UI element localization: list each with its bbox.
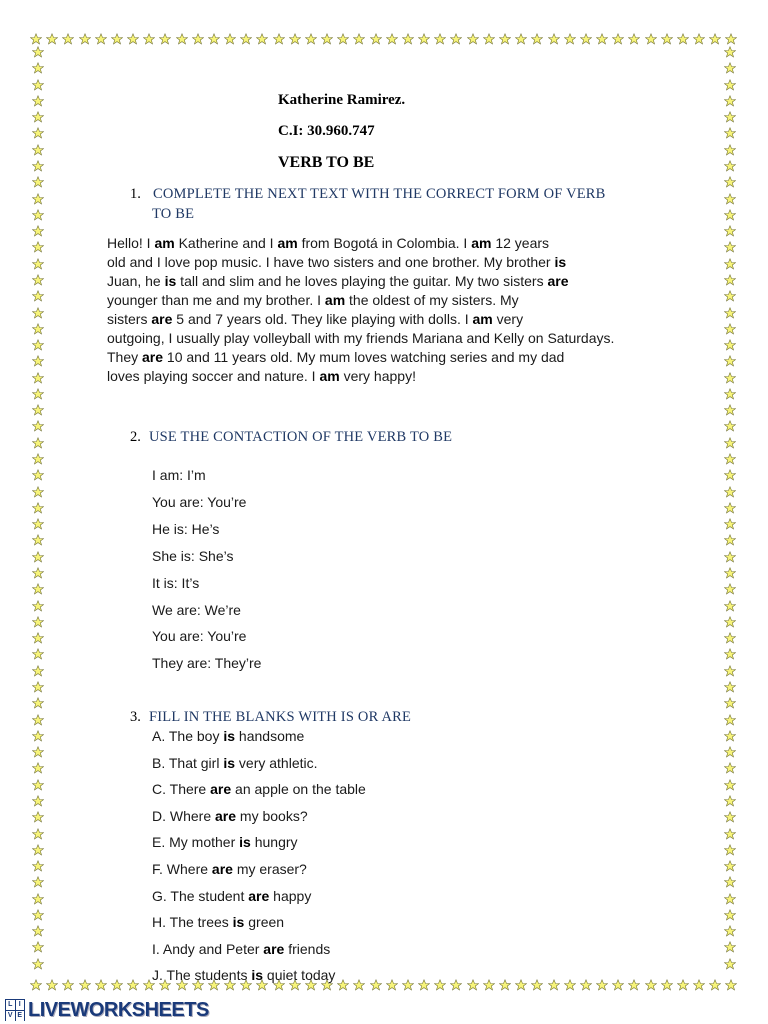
star-icon	[32, 665, 44, 677]
star-icon	[32, 681, 44, 693]
star-icon	[46, 33, 58, 45]
star-icon	[386, 33, 398, 45]
star-icon	[467, 979, 479, 991]
verb-answer: is	[251, 967, 264, 984]
star-icon	[724, 241, 736, 253]
star-icon	[32, 241, 44, 253]
star-icon	[612, 33, 624, 45]
star-icon	[724, 323, 736, 335]
star-icon	[32, 372, 44, 384]
star-icon	[418, 33, 430, 45]
star-icon	[143, 33, 155, 45]
star-icon	[32, 714, 44, 726]
star-icon	[724, 551, 736, 563]
star-icon	[32, 127, 44, 139]
star-icon	[709, 979, 721, 991]
star-icon	[724, 648, 736, 660]
star-icon	[32, 567, 44, 579]
star-icon	[725, 979, 737, 991]
star-icon	[515, 33, 527, 45]
star-icon	[159, 33, 171, 45]
star-icon	[208, 33, 220, 45]
star-icon	[580, 979, 592, 991]
line-text: D. Where	[152, 807, 216, 824]
star-icon	[499, 33, 511, 45]
star-icon	[32, 958, 44, 970]
star-icon	[32, 486, 44, 498]
star-icon	[724, 486, 736, 498]
star-icon	[30, 979, 42, 991]
star-icon	[724, 534, 736, 546]
star-icon	[32, 323, 44, 335]
star-icon	[337, 33, 349, 45]
star-icon	[724, 811, 736, 823]
star-icon	[337, 979, 349, 991]
star-icon	[353, 979, 365, 991]
line-text: very athletic.	[235, 754, 318, 771]
star-icon	[724, 909, 736, 921]
star-icon	[645, 33, 657, 45]
star-icon	[32, 437, 44, 449]
star-icon	[95, 33, 107, 45]
line-text: very	[492, 311, 524, 327]
line-text: my books?	[236, 807, 308, 824]
line-text: A. The boy	[152, 728, 224, 744]
star-border-left	[30, 46, 46, 970]
star-icon	[724, 111, 736, 123]
verb-answer: are	[151, 311, 173, 327]
star-icon	[32, 339, 44, 351]
verb-answer: is	[164, 273, 177, 289]
star-icon	[402, 979, 414, 991]
star-icon	[499, 979, 511, 991]
star-icon	[370, 33, 382, 45]
star-icon	[724, 95, 736, 107]
star-icon	[32, 404, 44, 416]
star-icon	[62, 33, 74, 45]
star-icon	[724, 209, 736, 221]
star-icon	[724, 225, 736, 237]
star-icon	[32, 844, 44, 856]
star-icon	[645, 979, 657, 991]
star-icon	[724, 714, 736, 726]
star-icon	[32, 583, 44, 595]
star-icon	[32, 925, 44, 937]
verb-answer: are	[215, 807, 237, 824]
line-text: I. Andy and Peter	[152, 940, 264, 957]
star-icon	[32, 469, 44, 481]
star-icon	[32, 746, 44, 758]
star-icon	[32, 176, 44, 188]
star-icon	[724, 62, 736, 74]
star-icon	[127, 979, 139, 991]
paragraph-line	[107, 368, 416, 384]
line-text: happy	[269, 887, 312, 904]
star-icon	[661, 979, 673, 991]
star-icon	[32, 209, 44, 221]
star-icon	[32, 518, 44, 530]
star-icon	[724, 730, 736, 742]
logo-letter: L	[6, 1000, 15, 1010]
line-text: sisters	[107, 311, 152, 327]
line-text: Katherine and I	[174, 235, 278, 251]
star-icon	[240, 33, 252, 45]
fill-blank-item	[152, 967, 335, 983]
line-text: 12 years	[491, 235, 550, 251]
star-icon	[724, 258, 736, 270]
contraction-item: We are: We’re	[152, 601, 241, 618]
star-icon	[32, 79, 44, 91]
paragraph-line	[107, 330, 614, 346]
star-icon	[548, 33, 560, 45]
verb-answer: are	[248, 887, 270, 904]
star-icon	[305, 33, 317, 45]
star-icon	[724, 876, 736, 888]
section2-title: USE THE CONTACTION OF THE VERB TO BE	[149, 429, 453, 445]
star-icon	[32, 697, 44, 709]
contraction-item: You are: You’re	[152, 628, 247, 645]
star-icon	[677, 979, 689, 991]
star-icon	[111, 33, 123, 45]
paragraph-line	[107, 311, 523, 327]
contraction-item: He is: He’s	[152, 520, 220, 537]
star-icon	[418, 979, 430, 991]
star-icon	[580, 33, 592, 45]
line-text: old and I love pop music. I have two sisters and one brother. My brother	[107, 254, 555, 270]
contraction-item: They are: They’re	[152, 655, 262, 672]
star-icon	[32, 111, 44, 123]
section1-title-cont: TO BE	[152, 206, 195, 222]
star-icon	[467, 33, 479, 45]
fill-blank-item	[152, 888, 311, 904]
star-icon	[95, 979, 107, 991]
star-icon	[32, 274, 44, 286]
star-icon	[32, 160, 44, 172]
star-icon	[32, 502, 44, 514]
line-text: They	[107, 349, 143, 365]
section1-number: 1.	[130, 186, 141, 202]
line-text: 10 and 11 years old. My mum loves watching series and my dad	[163, 349, 565, 365]
line-text: very happy!	[339, 368, 416, 384]
star-icon	[724, 437, 736, 449]
star-icon	[628, 33, 640, 45]
verb-answer: is	[223, 728, 236, 744]
star-border-bottom	[30, 977, 738, 993]
star-icon	[724, 176, 736, 188]
star-icon	[32, 632, 44, 644]
verb-answer: are	[263, 940, 285, 957]
star-icon	[32, 453, 44, 465]
paragraph-line	[107, 349, 564, 365]
line-text: Hello! I	[107, 235, 155, 251]
star-icon	[725, 33, 737, 45]
star-icon	[32, 355, 44, 367]
star-icon	[693, 33, 705, 45]
star-icon	[32, 762, 44, 774]
star-icon	[32, 779, 44, 791]
liveworksheets-logo	[5, 998, 209, 1022]
star-icon	[724, 893, 736, 905]
logo-letter: I	[16, 1000, 25, 1010]
star-icon	[724, 355, 736, 367]
star-icon	[724, 274, 736, 286]
verb-answer: are	[210, 781, 232, 798]
line-text: younger than me and my brother. I	[107, 292, 325, 308]
line-text: the oldest of my sisters. My	[345, 292, 519, 308]
star-border-right	[722, 46, 738, 970]
star-icon	[32, 62, 44, 74]
star-icon	[289, 33, 301, 45]
verb-answer: am	[277, 235, 298, 251]
star-icon	[628, 979, 640, 991]
star-icon	[353, 33, 365, 45]
star-icon	[531, 979, 543, 991]
fill-blank-item	[152, 861, 307, 877]
verb-answer: am	[472, 311, 493, 327]
star-icon	[724, 160, 736, 172]
star-icon	[531, 33, 543, 45]
star-icon	[32, 893, 44, 905]
star-icon	[32, 144, 44, 156]
star-icon	[612, 979, 624, 991]
paragraph-line	[107, 235, 549, 251]
star-icon	[434, 979, 446, 991]
star-icon	[724, 746, 736, 758]
star-icon	[32, 909, 44, 921]
star-icon	[32, 941, 44, 953]
student-name: Katherine Ramirez.	[278, 92, 406, 108]
student-id: C.I: 30.960.747	[278, 123, 375, 139]
line-text: friends	[284, 940, 331, 957]
star-icon	[724, 79, 736, 91]
star-icon	[677, 33, 689, 45]
star-icon	[256, 33, 268, 45]
star-icon	[450, 33, 462, 45]
star-icon	[32, 616, 44, 628]
star-icon	[596, 33, 608, 45]
star-icon	[693, 979, 705, 991]
star-icon	[79, 979, 91, 991]
star-icon	[434, 33, 446, 45]
star-icon	[724, 453, 736, 465]
star-icon	[32, 600, 44, 612]
line-text: hungry	[250, 834, 298, 851]
star-icon	[32, 551, 44, 563]
star-border-top	[30, 31, 738, 47]
star-icon	[724, 762, 736, 774]
star-icon	[224, 33, 236, 45]
star-icon	[724, 420, 736, 432]
star-icon	[32, 193, 44, 205]
contraction-item: You are: You’re	[152, 493, 247, 510]
star-icon	[370, 979, 382, 991]
star-icon	[32, 534, 44, 546]
star-icon	[724, 925, 736, 937]
star-icon	[548, 979, 560, 991]
section1-title: COMPLETE THE NEXT TEXT WITH THE CORRECT FORM OF VERB	[153, 186, 606, 202]
star-icon	[724, 941, 736, 953]
star-icon	[724, 518, 736, 530]
verb-answer: is	[223, 754, 236, 771]
fill-blank-item	[152, 728, 304, 744]
star-icon	[724, 46, 736, 58]
star-icon	[724, 779, 736, 791]
star-icon	[32, 258, 44, 270]
verb-answer: am	[324, 292, 346, 308]
verb-answer: is	[239, 834, 251, 851]
star-icon	[273, 33, 285, 45]
star-icon	[724, 665, 736, 677]
line-text: C. There	[152, 781, 211, 798]
star-icon	[176, 33, 188, 45]
fill-blank-item	[152, 808, 308, 824]
line-text: Juan, he	[107, 273, 165, 289]
star-icon	[32, 828, 44, 840]
star-icon	[450, 979, 462, 991]
fill-blank-item	[152, 914, 284, 930]
star-icon	[515, 979, 527, 991]
star-icon	[724, 404, 736, 416]
verb-answer: is	[232, 914, 245, 931]
document-title: VERB TO BE	[278, 154, 375, 171]
star-icon	[32, 290, 44, 302]
verb-answer: am	[154, 235, 175, 251]
star-icon	[564, 33, 576, 45]
star-icon	[564, 979, 576, 991]
line-text: G. The student	[152, 887, 249, 904]
star-icon	[724, 388, 736, 400]
line-text: tall and slim and he loves playing the guitar. My two sisters	[176, 273, 548, 289]
star-icon	[79, 33, 91, 45]
fill-blank-item	[152, 755, 318, 771]
star-icon	[30, 33, 42, 45]
line-text: H. The trees	[152, 914, 233, 931]
star-icon	[32, 648, 44, 660]
star-icon	[724, 697, 736, 709]
verb-answer: are	[211, 861, 233, 877]
line-text: B. That girl	[152, 754, 224, 771]
line-text: F. Where	[152, 861, 212, 877]
star-icon	[724, 616, 736, 628]
star-icon	[709, 33, 721, 45]
line-text: J. The students	[152, 967, 252, 984]
line-text: outgoing, I usually play volleyball with my friends Mariana and Kelly on Saturdays.	[107, 330, 615, 346]
star-icon	[32, 811, 44, 823]
star-icon	[386, 979, 398, 991]
star-icon	[724, 469, 736, 481]
paragraph-line	[107, 273, 569, 289]
star-icon	[724, 193, 736, 205]
star-icon	[32, 388, 44, 400]
logo-letter: E	[17, 1012, 23, 1019]
star-icon	[724, 127, 736, 139]
star-icon	[46, 979, 58, 991]
star-icon	[127, 33, 139, 45]
star-icon	[32, 225, 44, 237]
star-icon	[111, 979, 123, 991]
line-text: loves playing soccer and nature. I	[107, 368, 320, 384]
star-icon	[32, 730, 44, 742]
star-icon	[724, 290, 736, 302]
logo-wordmark: LIVEWORKSHEETS	[28, 998, 209, 1021]
liveworksheets-logo-icon	[5, 999, 25, 1021]
section3-title: FILL IN THE BLANKS WITH IS OR ARE	[149, 709, 412, 725]
verb-answer: are	[547, 273, 569, 289]
line-text: E. My mother	[152, 834, 240, 851]
verb-answer: are	[142, 349, 164, 365]
line-text: handsome	[235, 728, 305, 744]
line-text: from Bogotá in Colombia. I	[297, 235, 472, 251]
star-icon	[661, 33, 673, 45]
contraction-item: She is: She’s	[152, 547, 234, 564]
star-icon	[724, 339, 736, 351]
verb-answer: am	[319, 368, 340, 384]
line-text: quiet today	[263, 967, 336, 984]
star-icon	[724, 307, 736, 319]
logo-letter: V	[7, 1012, 13, 1019]
star-icon	[62, 979, 74, 991]
fill-blank-item	[152, 781, 366, 797]
star-icon	[724, 372, 736, 384]
star-icon	[32, 876, 44, 888]
star-icon	[32, 860, 44, 872]
contraction-item: It is: It’s	[152, 574, 200, 591]
star-icon	[192, 33, 204, 45]
star-icon	[483, 33, 495, 45]
star-icon	[32, 46, 44, 58]
section2-number: 2.	[130, 429, 141, 445]
fill-blank-item	[152, 834, 298, 850]
star-icon	[402, 33, 414, 45]
verb-answer: is	[554, 254, 567, 270]
star-icon	[724, 144, 736, 156]
star-icon	[724, 632, 736, 644]
line-text: my eraser?	[232, 861, 307, 877]
contraction-item: I am: I’m	[152, 467, 206, 483]
line-text: green	[244, 914, 285, 931]
star-icon	[724, 502, 736, 514]
star-icon	[596, 979, 608, 991]
star-icon	[32, 795, 44, 807]
star-icon	[724, 583, 736, 595]
star-icon	[32, 420, 44, 432]
star-icon	[32, 307, 44, 319]
verb-answer: am	[471, 235, 492, 251]
paragraph-line	[107, 254, 566, 270]
paragraph-line	[107, 292, 519, 308]
star-icon	[32, 95, 44, 107]
star-icon	[724, 958, 736, 970]
line-text: 5 and 7 years old. They like playing with dolls. I	[172, 311, 473, 327]
star-icon	[321, 33, 333, 45]
star-icon	[724, 681, 736, 693]
star-icon	[724, 828, 736, 840]
star-icon	[724, 567, 736, 579]
section3-number: 3.	[130, 709, 141, 725]
star-icon	[483, 979, 495, 991]
fill-blank-item	[152, 941, 330, 957]
line-text: an apple on the table	[231, 781, 366, 798]
star-icon	[724, 795, 736, 807]
star-icon	[724, 600, 736, 612]
star-icon	[724, 860, 736, 872]
star-icon	[724, 844, 736, 856]
